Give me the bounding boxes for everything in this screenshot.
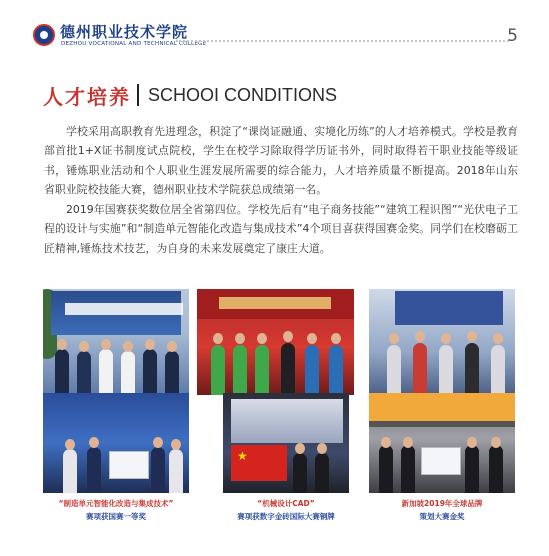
- photo-caption: [206, 497, 366, 523]
- photo-caption: [36, 497, 196, 523]
- caption-line-1: 新加坡2019年全球品牌: [401, 499, 483, 508]
- school-logo-icon: [33, 24, 55, 46]
- body-paragraph-1: 学校采用高职教育先进理念，积淀了“课岗证融通、实境化历练”的人才培养模式。学校是教育部首批1+X证书制度试点院校，学生在校学习除取得学历证书外，同时取得若干职业技能等级证书，锤炼职业活动和个人职业生涯发展所需要的综合能力，人才培养质量不断提高。2018年山东省职业院校技能大赛，德州职业技术学院获总成绩第一名。: [44, 125, 518, 197]
- photo-mechanical-cad-team: ★: [223, 393, 349, 493]
- caption-line-2: 赛项获数字金砖国际大赛铜牌: [237, 512, 335, 521]
- caption-line-1: “制造单元智能化改造与集成技术”: [58, 499, 174, 508]
- caption-line-2: 策划大赛金奖: [419, 512, 465, 521]
- photo-brand-planning-team: [369, 393, 515, 493]
- page-number: 5: [507, 26, 518, 46]
- photo-e-commerce-team: [43, 289, 189, 395]
- page-header: [0, 0, 549, 62]
- photo-caption: [369, 497, 515, 523]
- section-title: [43, 80, 337, 110]
- caption-line-1: “机械设计CAD”: [257, 499, 315, 508]
- school-name-en: DEZHOU VOCATIONAL AND TECHNICAL COLLEGE: [61, 41, 207, 47]
- title-divider: [137, 84, 139, 106]
- school-name: 德州职业技术学院: [60, 23, 189, 41]
- photo-manufacturing-team: [43, 393, 189, 493]
- section-title-zh: 人才培养: [43, 84, 131, 109]
- header-dotted-divider: [176, 40, 509, 42]
- caption-line-2: 赛项获国赛一等奖: [86, 512, 146, 521]
- photo-architectural-drawing-team: [369, 289, 515, 395]
- body-paragraph-2: 2019年国赛获奖数位居全省第四位。学校先后有“电子商务技能”“建筑工程识图”“光伏电子工程的设计与实施”和“制造单元智能化改造与集成技术”4个项目喜获得国赛金奖。同学们在校磨砺工匠精神,锤炼技术技艺，为自身的未来发展奠定了康庄大道。: [44, 203, 518, 255]
- section-title-en: SCHOOI CONDITIONS: [148, 84, 338, 105]
- photo-photovoltaic-team: [197, 289, 354, 395]
